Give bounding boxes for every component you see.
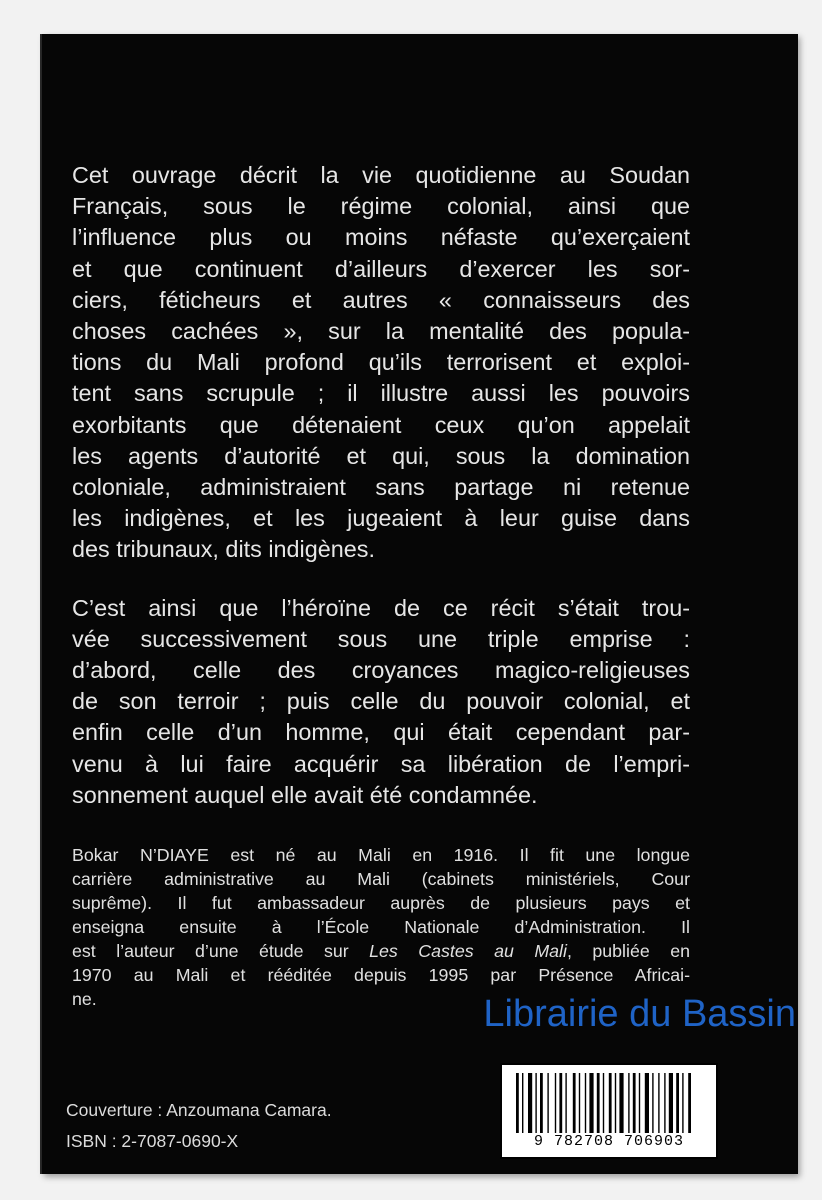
barcode-bar [547, 1073, 548, 1133]
bio-line: suprême). Il fut ambassadeur auprès de plusieurs pays et [72, 893, 690, 913]
bookseller-watermark: Librairie du Bassin [483, 993, 796, 1035]
blurb-line: vée successivement sous une triple emprise : [72, 625, 690, 652]
barcode-number: 9 782708 706903 [533, 1133, 685, 1150]
barcode-bar [565, 1073, 566, 1133]
credits [66, 1095, 332, 1157]
barcode-bar [579, 1073, 580, 1133]
barcode-bar [609, 1073, 612, 1133]
bio-line: enseigna ensuite à l’École Nationale d’Administration. Il [72, 917, 690, 937]
barcode-bar [664, 1073, 665, 1133]
barcode-bar [585, 1073, 586, 1133]
barcode-bar [652, 1073, 653, 1133]
blurb-line: Cet ouvrage décrit la vie quotidienne au Soudan [72, 162, 690, 188]
bio-line: carrière administrative au Mali (cabinets ministériels, Cour [72, 869, 690, 889]
barcode-bar [535, 1073, 536, 1133]
blurb-line: les indigènes, et les jugeaient à leur guise dans [72, 505, 690, 532]
barcode-bar [597, 1073, 600, 1133]
blurb-line: coloniale, administraient sans partage ni retenue [72, 474, 690, 501]
blurb-line: tent sans scrupule ; il illustre aussi les pouvoirs [72, 380, 690, 407]
blurb-line: les agents d’autorité et qui, sous la domination [72, 442, 690, 469]
bio-line: ne. [72, 989, 97, 1009]
barcode-bar [628, 1073, 629, 1133]
blurb-line: tions du Mali profond qu’ils terrorisent et exploi- [72, 349, 690, 376]
barcode-bar [639, 1073, 640, 1133]
barcode-bar [540, 1073, 543, 1133]
barcode-bars [516, 1073, 702, 1133]
blurb-line: sonnement auquel elle avait été condamnée. [72, 781, 538, 808]
barcode-bar [516, 1073, 519, 1133]
blurb-line: de son terroir ; puis celle du pouvoir colonial, et [72, 688, 690, 715]
barcode-bar [669, 1073, 673, 1133]
blurb-line: ciers, féticheurs et autres « connaisseurs des [72, 286, 690, 313]
blurb-line: choses cachées », sur la mentalité des popula- [72, 318, 690, 345]
barcode-bar [522, 1073, 523, 1133]
barcode-bar [619, 1073, 623, 1133]
book-title-reference: Les Castes au Mali [369, 941, 567, 961]
barcode [500, 1063, 718, 1159]
blurb-text [72, 160, 690, 838]
bio-text: est l’auteur d’une étude sur [72, 941, 370, 961]
barcode-bar [559, 1073, 562, 1133]
barcode-bar [615, 1073, 616, 1133]
blurb-line: Français, sous le régime colonial, ainsi que [72, 193, 690, 220]
blurb-paragraph-2 [72, 593, 690, 811]
barcode-bar [589, 1073, 593, 1133]
blurb-line: des tribunaux, dits indigènes. [72, 536, 375, 563]
barcode-bar [555, 1073, 556, 1133]
isbn: ISBN : 2-7087-0690-X [66, 1131, 239, 1151]
barcode-bar [658, 1073, 659, 1133]
barcode-bar [645, 1073, 649, 1133]
bio-text: , publiée en [566, 941, 690, 961]
barcode-bar [682, 1073, 683, 1133]
barcode-bar [603, 1073, 604, 1133]
barcode-bar [528, 1073, 532, 1133]
blurb-line: exorbitants que détenaient ceux qu’on appelait [72, 411, 690, 438]
blurb-line: l’influence plus ou moins néfaste qu’exerçaient [72, 224, 690, 251]
bio-line [72, 939, 690, 963]
barcode-bar [573, 1073, 576, 1133]
blurb-line: d’abord, celle des croyances magico-religieuses [72, 657, 690, 684]
barcode-bar [633, 1073, 636, 1133]
bio-line: Bokar N’DIAYE est né au Mali en 1916. Il fit une longue [72, 845, 690, 865]
barcode-bar [688, 1073, 691, 1133]
bio-line: 1970 au Mali et rééditée depuis 1995 par Présence Africai- [72, 965, 690, 985]
blurb-line: et que continuent d’ailleurs d’exercer les sor- [72, 255, 690, 282]
blurb-line: C’est ainsi que l’héroïne de ce récit s’était trou- [72, 594, 690, 621]
cover-credit: Couverture : Anzoumana Camara. [66, 1100, 332, 1120]
author-bio [72, 843, 690, 1011]
blurb-line: enfin celle d’un homme, qui était cependant par- [72, 719, 690, 746]
blurb-paragraph-1 [72, 160, 690, 566]
blurb-line: venu à lui faire acquérir sa libération de l’empri- [72, 750, 690, 777]
barcode-bar [676, 1073, 679, 1133]
